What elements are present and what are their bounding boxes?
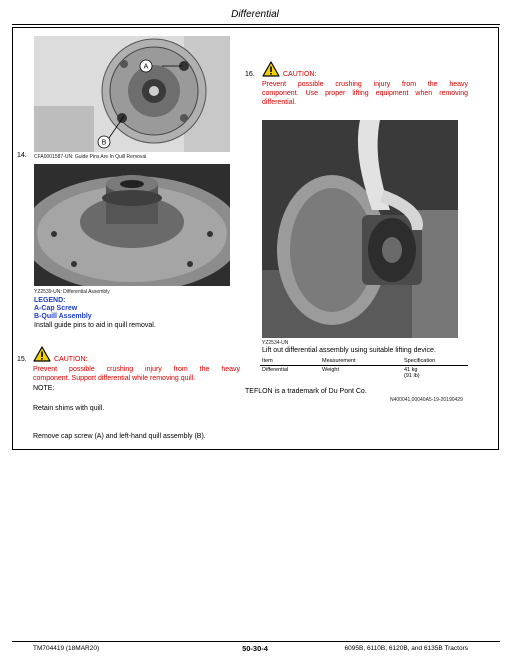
spec-value-kg: 41 kg bbox=[404, 367, 418, 373]
legend-item-a: A-Cap Screw bbox=[34, 305, 78, 312]
step-15-caution-line-1: Prevent possible crushing injury from the heavy bbox=[33, 366, 240, 373]
step-15-note-text: Retain shims with quill. bbox=[33, 405, 105, 412]
step-16-caution-line-1: Prevent possible crushing injury from the heavy bbox=[262, 81, 468, 88]
spec-cell-specification bbox=[402, 366, 468, 381]
lift-differential-illustration bbox=[262, 120, 458, 338]
footer-product: 6095B, 6110B, 6120B, and 6135B Tractors bbox=[344, 645, 468, 652]
step-15-note-label: NOTE: bbox=[33, 385, 55, 392]
photo-1-caption: CFA0001587-UN: Guide Pins Are In Quill Removal bbox=[34, 154, 147, 160]
callout-a: A bbox=[143, 63, 149, 71]
document-id: N400041,00040A5-19-20190429 bbox=[390, 397, 463, 403]
step-16-caution-label: CAUTION: bbox=[283, 71, 317, 78]
callout-b: B bbox=[101, 139, 107, 147]
legend-title: LEGEND: bbox=[34, 297, 66, 304]
footer-rule bbox=[12, 641, 500, 642]
differential-assembly-illustration bbox=[34, 164, 230, 286]
spec-value-lb: (91 lb) bbox=[404, 373, 420, 379]
step-15-caution-label: CAUTION: bbox=[54, 356, 88, 363]
step-16-caution-line-3: differential. bbox=[262, 99, 297, 106]
spec-header-item: Item bbox=[260, 357, 320, 366]
header-rule bbox=[12, 24, 500, 25]
footer-doc-number: TM704419 (18MAR20) bbox=[33, 645, 100, 652]
spec-cell-measurement: Weight bbox=[322, 367, 340, 373]
photo-2-caption: YZ2539-UN: Differential Assembly bbox=[34, 289, 110, 295]
page-title: Differential bbox=[231, 9, 279, 20]
step-16-instruction: Lift out differential assembly using suitable lifting device. bbox=[262, 347, 436, 354]
warning-icon-2 bbox=[262, 61, 280, 77]
step-15-number: 15. bbox=[17, 356, 27, 363]
photo-differential-assembly bbox=[34, 164, 230, 286]
step-15-instruction: Remove cap screw (A) and left-hand quill assembly (B). bbox=[33, 433, 206, 440]
spec-table bbox=[260, 357, 468, 380]
spec-header-specification: Specification bbox=[402, 357, 468, 366]
spec-cell-item: Differential bbox=[262, 367, 289, 373]
guide-pins-illustration bbox=[34, 36, 230, 152]
warning-icon bbox=[33, 346, 51, 362]
photo-3-caption: YZ2534-UN bbox=[262, 340, 289, 346]
step-14-instruction: Install guide pins to aid in quill removal. bbox=[34, 322, 156, 329]
step-15-caution-line-2: component. Support differential while removing quill. bbox=[33, 375, 196, 382]
photo-lift-differential bbox=[262, 120, 458, 338]
legend-item-b: B-Quill Assembly bbox=[34, 313, 92, 320]
photo-guide-pins bbox=[34, 36, 230, 152]
step-16-number: 16. bbox=[245, 71, 255, 78]
step-16-caution-line-2: component. Use proper lifting equipment when removing bbox=[262, 90, 468, 97]
step-14-number: 14. bbox=[17, 152, 27, 159]
trademark-note: TEFLON is a trademark of Du Pont Co. bbox=[245, 388, 367, 395]
spec-header-measurement: Measurement bbox=[320, 357, 402, 366]
footer-page-number: 50-30-4 bbox=[242, 644, 268, 653]
